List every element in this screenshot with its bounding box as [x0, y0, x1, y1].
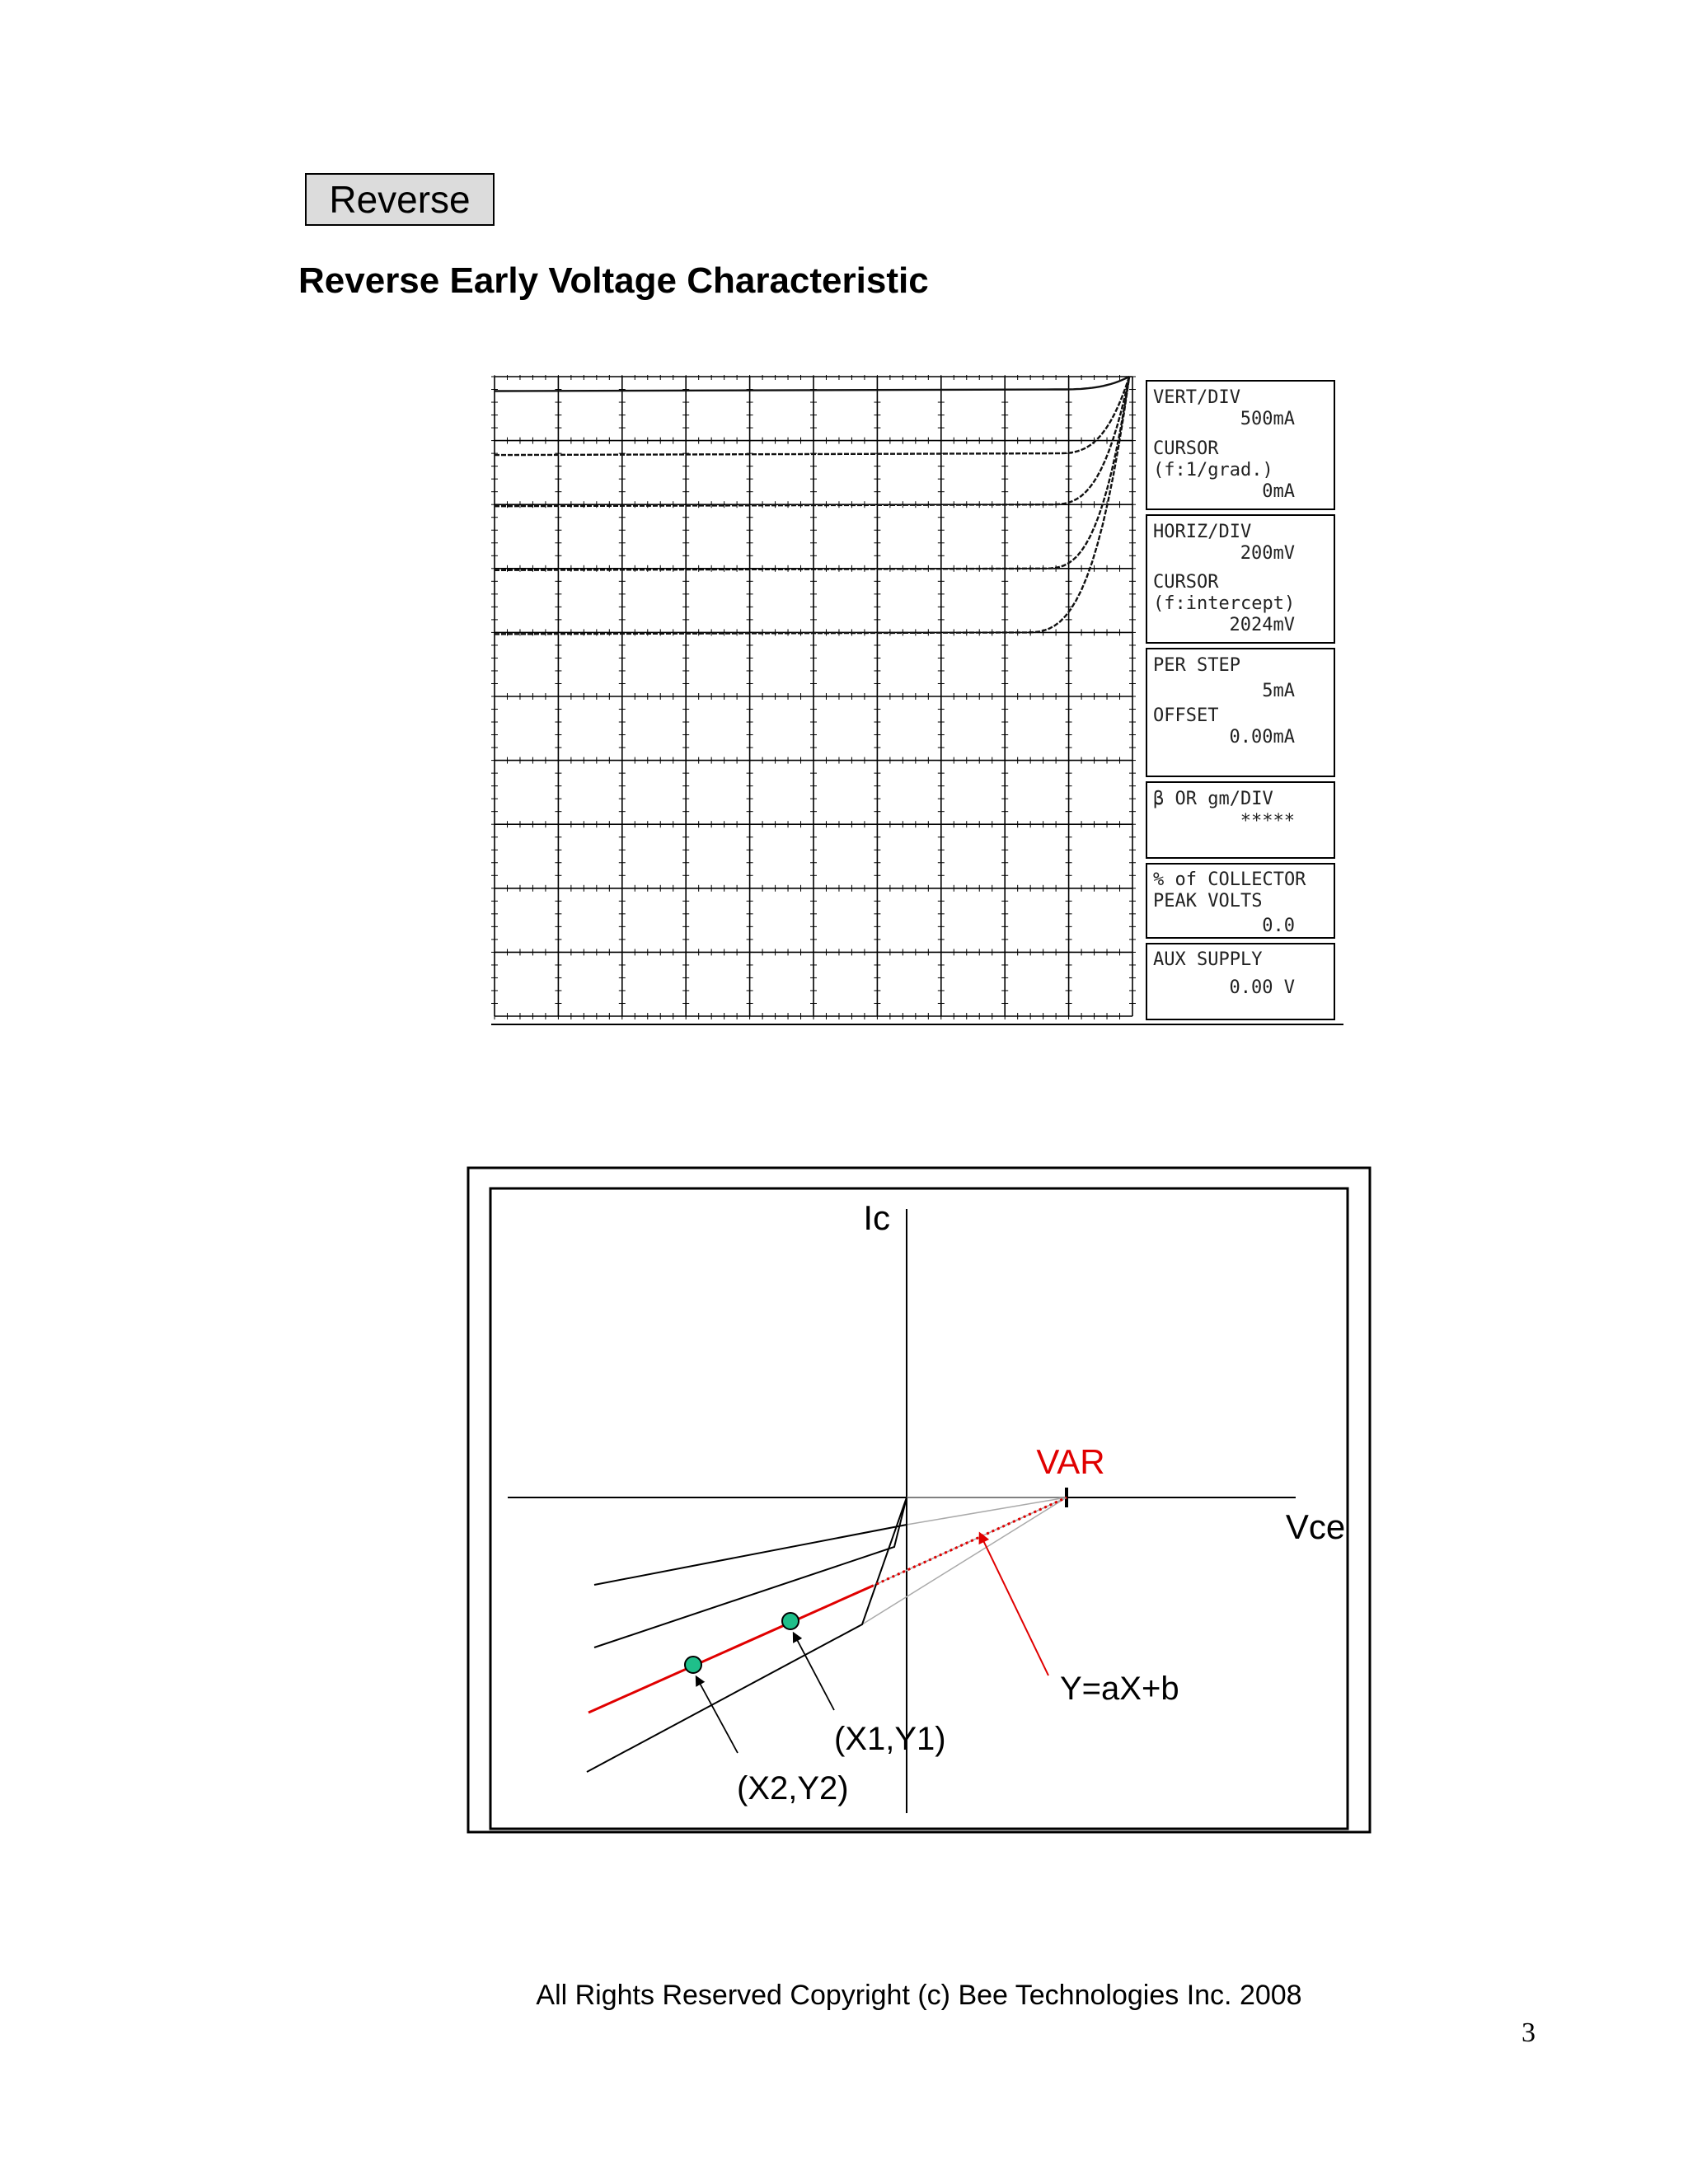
early-voltage-diagram	[467, 1166, 1373, 1838]
equation-label: Y=aX+b	[1060, 1671, 1179, 1707]
copyright-footer: All Rights Reserved Copyright (c) Bee Technologies Inc. 2008	[536, 1980, 1302, 2011]
vce-axis-label: Vce	[1285, 1507, 1346, 1546]
cursor2-label: CURSOR	[1153, 572, 1219, 593]
scope-trace	[495, 377, 1129, 506]
collector-value: 0.0	[1262, 916, 1295, 936]
scope-trace	[495, 377, 1129, 391]
collector-label-2: PEAK VOLTS	[1153, 891, 1263, 912]
vert-div-value: 500mA	[1240, 409, 1295, 429]
per-step-label: PER STEP	[1153, 655, 1240, 676]
collector-label-1: % of COLLECTOR	[1153, 869, 1306, 890]
ic-axis-label: Ic	[863, 1198, 890, 1237]
horiz-div-label: HORIZ/DIV	[1153, 522, 1252, 542]
page-number: 3	[1522, 2018, 1536, 2048]
cursor1-value: 0mA	[1262, 481, 1295, 502]
offset-value: 0.00mA	[1229, 727, 1295, 748]
cursor1-label: CURSOR	[1153, 438, 1219, 459]
point2-label: (X2,Y2)	[737, 1770, 849, 1807]
page-heading: Reverse Early Voltage Characteristic	[298, 260, 929, 301]
cursor2-mode: (f:intercept)	[1153, 593, 1296, 614]
cursor1-mode: (f:1/grad.)	[1153, 460, 1273, 480]
scope-grid	[491, 375, 1136, 1019]
cursor2-value: 2024mV	[1229, 615, 1295, 635]
curve-tracer-screen	[491, 375, 1348, 1030]
point-x2y2	[685, 1657, 701, 1673]
scope-trace	[495, 377, 1129, 570]
scope-trace	[495, 377, 1129, 455]
offset-label: OFFSET	[1153, 705, 1219, 726]
vert-div-label: VERT/DIV	[1153, 387, 1240, 408]
reverse-tag: Reverse	[305, 173, 495, 226]
aux-label: AUX SUPPLY	[1153, 949, 1263, 970]
var-label: VAR	[1036, 1442, 1105, 1481]
aux-value: 0.00 V	[1229, 977, 1295, 998]
beta-value: *****	[1240, 811, 1295, 832]
point1-label: (X1,Y1)	[834, 1721, 946, 1757]
horiz-div-value: 200mV	[1240, 543, 1295, 564]
beta-label: β OR gm/DIV	[1153, 789, 1273, 809]
point-x1y1	[782, 1613, 799, 1629]
per-step-value: 5mA	[1262, 681, 1295, 701]
